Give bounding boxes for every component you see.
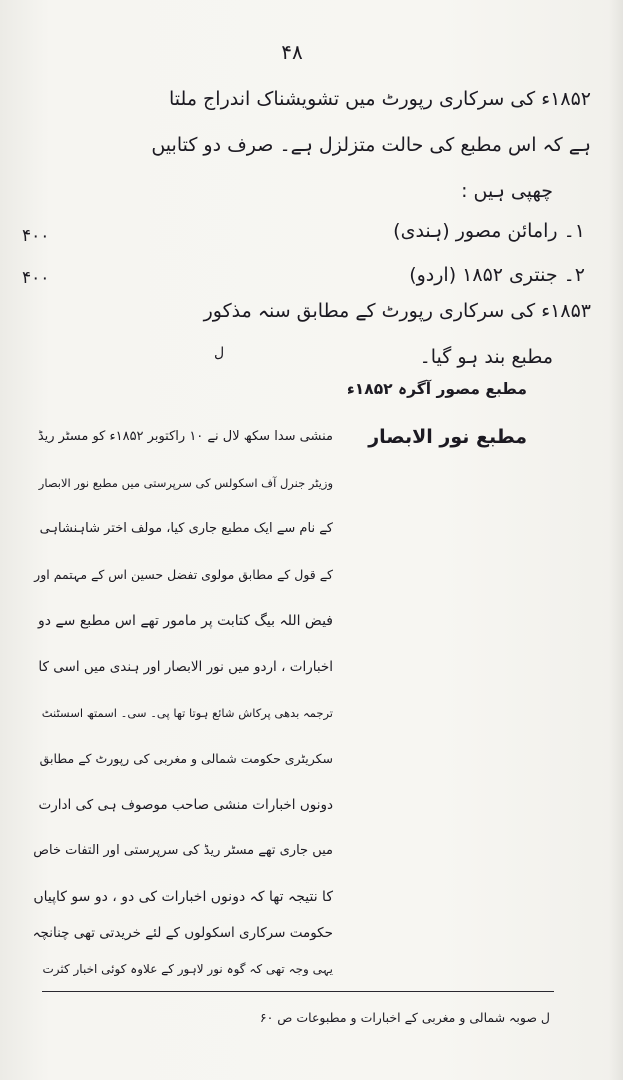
closing-line-1: ۱۸۵۳ء کی سرکاری رپورٹ کے مطابق سنہ مذکور (203, 300, 591, 322)
main-line-8: سکریٹری حکومت شمالی و مغربی کی رپورٹ کے مطابق (39, 751, 333, 766)
page-edge-shadow (609, 0, 623, 1080)
main-line-1: منشی سدا سکھ لال نے ۱۰ راکتوبر ۱۸۵۲ء کو مسٹر ریڈ (37, 429, 333, 444)
main-line-2: وزیٹر جنرل آف اسکولس کی سرپرستی میں مطبع نور الابصار (38, 476, 333, 490)
margin-note-nur-ul-absar: مطبع نور الابصار (368, 426, 527, 448)
main-line-4: کے قول کے مطابق مولوی تفضل حسین اس کے مہتمم اور (34, 567, 333, 582)
main-line-10: میں جاری تھے مسٹر ریڈ کی سرپرستی اور التفات خاص (33, 843, 333, 858)
footnote: ل صوبہ شمالی و مغربی کے اخبارات و مطبوعات ص ۶۰ (259, 1010, 550, 1025)
book-item-2: ۲۔ جنتری ۱۸۵۲ (اردو) (409, 264, 585, 286)
footnote-marker: ل (214, 345, 225, 361)
main-line-6: اخبارات ، اردو میں نور الابصار اور ہندی میں اسی کا (38, 659, 333, 675)
top-line-1: ۱۸۵۲ء کی سرکاری رپورٹ میں تشویشناک اندراج ملتا (169, 88, 591, 110)
footnote-divider (42, 991, 554, 992)
book-amount-2: ۴۰۰ (22, 268, 50, 288)
closing-line-2: مطبع بند ہو گیا۔ (419, 346, 553, 368)
top-line-3: چھپی ہیں : (461, 180, 553, 202)
page-number: ۴۸ (281, 40, 303, 64)
main-line-11: کا نتیجہ تھا کہ دونوں اخبارات کی دو ، دو سو کاپیاں (33, 889, 333, 905)
main-line-7: ترجمہ بدھی پرکاش شائع ہوتا تھا پی۔ سی۔ اسمتھ اسسٹنٹ (41, 706, 333, 720)
book-item-1: ۱۔ رامائن مصور (ہندی) (393, 220, 585, 242)
main-line-12: حکومت سرکاری اسکولوں کے لئے خریدتی تھی چنانچہ (32, 925, 333, 941)
main-line-13: یہی وجہ تھی کہ گوہ نور لاہور کے علاوہ کوئی اخبار کثرت (42, 962, 333, 976)
top-line-2: ہے کہ اس مطبع کی حالت متزلزل ہے۔ صرف دو کتابیں (151, 134, 591, 156)
main-line-3: کے نام سے ایک مطبع جاری کیا، مولف اختر شاہنشاہی (39, 521, 333, 536)
main-line-5: فیض اللہ بیگ کتابت پر مامور تھے اس مطبع سے دو (37, 613, 333, 629)
book-amount-1: ۴۰۰ (22, 226, 50, 246)
margin-note-agra: مطبع مصور آگرہ ۱۸۵۲ء (346, 380, 527, 398)
main-line-9: دونوں اخبارات منشی صاحب موصوف ہی کی ادارت (38, 797, 333, 813)
